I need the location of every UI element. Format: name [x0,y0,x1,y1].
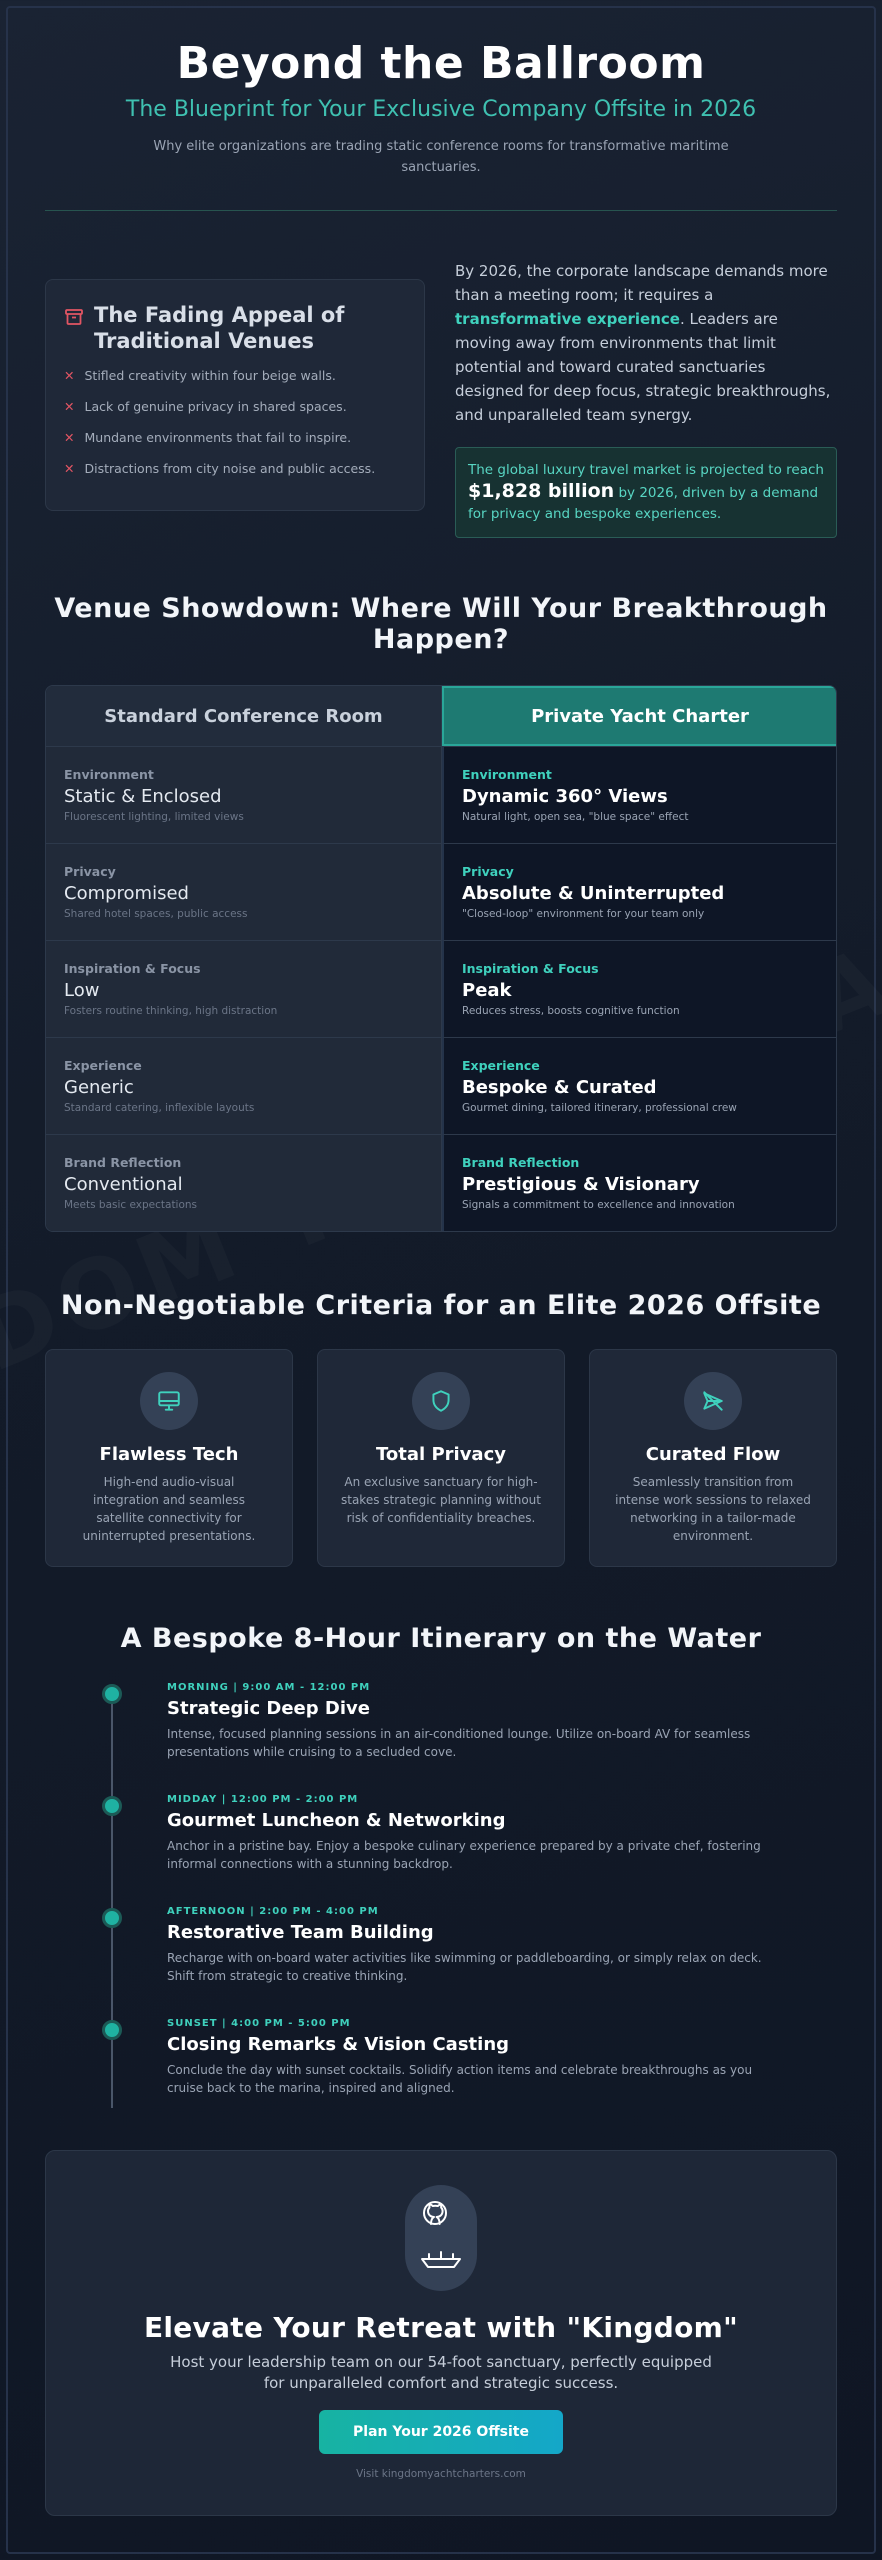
comparison-table [45,685,837,1232]
intro-section [45,259,837,538]
timeline-time: AFTERNOON | 2:00 PM - 4:00 PM [167,1906,379,1917]
list-item-text: Lack of genuine privacy in shared spaces. [84,399,347,414]
criteria-title: Non-Negotiable Criteria for an Elite 2026 Offsite [60,1290,822,1321]
page-description: Why elite organizations are trading static conference rooms for transformative maritime sanctuaries. [153,139,729,175]
criteria-card [589,1349,837,1567]
showdown-title: Venue Showdown: Where Will Your Breakthrough Happen? [54,593,828,655]
criteria-card-text: Seamlessly transition from intense work sessions to relaxed networking in a tailor-made environment. [615,1475,811,1543]
page-subtitle: The Blueprint for Your Exclusive Company Offsite in 2026 [125,97,757,122]
criteria-card-title: Flawless Tech [99,1444,239,1465]
timeline-title: Strategic Deep Dive [167,1698,370,1719]
table-cell-yacht: Experience Bespoke & Curated Gourmet dining, tailored itinerary, professional crew [442,1037,837,1134]
table-cell-standard: Brand Reflection Conventional Meets basic expectations [46,1134,442,1231]
timeline-time: MIDDAY | 12:00 PM - 2:00 PM [167,1794,359,1805]
table-header-standard: Standard Conference Room [46,686,442,746]
table-cell-standard: Experience Generic Standard catering, inflexible layouts [46,1037,442,1134]
website-link[interactable]: Visit kingdomyachtcharters.com [356,2468,526,2480]
criteria-card [45,1349,293,1567]
list-item [64,461,406,476]
timeline-text: Intense, focused planning sessions in an air-conditioned lounge. Utilize on-board AV for seamless presentations while cruising to a secluded cove. [167,1727,751,1759]
list-item [64,399,406,414]
cta-description: Host your leadership team on our 54-foot sanctuary, perfectly equipped for unparalleled comfort and strategic success. [170,2353,712,2392]
close-icon: ✕ [64,461,75,476]
fading-appeal-header [64,302,406,354]
list-item-text: Stifled creativity within four beige walls. [84,368,336,383]
monitor-icon [140,1372,198,1430]
intro-text-column [455,259,837,538]
table-cell-yacht: Privacy Absolute & Uninterrupted "Closed-loop" environment for your team only [442,843,837,940]
timeline-content [167,1906,767,1985]
itinerary-timeline [45,1684,837,2114]
criteria-cards [45,1349,837,1567]
market-stat-value: $1,828 billion [468,480,615,502]
criteria-card [317,1349,565,1567]
timeline-dot [102,2020,122,2040]
market-stat-box: The global luxury travel market is projected to reach $1,828 billion by 2026, driven by a demand for privacy and bespoke experiences. [455,447,837,538]
cta-badge [405,2185,477,2291]
timeline-dot [102,1908,122,1928]
timeline-title: Gourmet Luncheon & Networking [167,1810,506,1831]
table-header-yacht: Private Yacht Charter [442,686,837,746]
intro-paragraph: By 2026, the corporate landscape demands more than a meeting room; it requires a transformative experience. Leaders are moving away from environments that limit potential and toward curated sanctuaries designed for deep focus, strategic breakthroughs, and unparalleled team synergy. [455,262,831,424]
archive-box-icon [64,307,84,331]
close-icon: ✕ [64,399,75,414]
plan-offsite-button[interactable]: Plan Your 2026 Offsite [319,2410,563,2454]
send-icon [684,1372,742,1430]
timeline-time: SUNSET | 4:00 PM - 5:00 PM [167,2018,351,2029]
timeline-text: Recharge with on-board water activities like swimming or paddleboarding, or simply relax on deck. Shift from strategic to creative thinking. [167,1951,762,1983]
cta-title: Elevate Your Retreat with "Kingdom" [143,2311,739,2344]
list-item-text: Distractions from city noise and public access. [84,461,376,476]
table-cell-yacht: Brand Reflection Prestigious & Visionary Signals a commitment to excellence and innovation [442,1134,837,1231]
timeline-dot [102,1684,122,1704]
timeline-title: Closing Remarks & Vision Casting [167,2034,510,2055]
shield-icon [412,1372,470,1430]
fading-appeal-title: The Fading Appeal of Traditional Venues [94,303,345,353]
table-cell-standard: Privacy Compromised Shared hotel spaces, public access [46,843,442,940]
page-title: Beyond the Ballroom [176,38,706,89]
timeline-content [167,1682,767,1761]
timeline-line [111,1694,113,2108]
page-content [45,0,837,2480]
table-cell-standard: Environment Static & Enclosed Fluorescent lighting, limited views [46,746,442,843]
ship-icon [419,2251,463,2271]
timeline-title: Restorative Team Building [167,1922,434,1943]
fading-appeal-list [64,368,406,476]
timeline-dot [102,1796,122,1816]
list-item [64,430,406,445]
github-icon [405,2185,477,2291]
criteria-card-title: Curated Flow [645,1444,781,1465]
criteria-card-text: An exclusive sanctuary for high-stakes strategic planning without risk of confidentiality breaches. [341,1475,541,1525]
timeline-content [167,1794,767,1873]
list-item-text: Mundane environments that fail to inspire. [84,430,352,445]
criteria-card-text: High-end audio-visual integration and seamless satellite connectivity for uninterrupted presentations. [82,1475,256,1543]
close-icon: ✕ [64,368,75,383]
cta-section [45,2150,837,2516]
table-cell-yacht: Inspiration & Focus Peak Reduces stress, boosts cognitive function [442,940,837,1037]
list-item [64,368,406,383]
criteria-card-title: Total Privacy [376,1444,506,1465]
timeline-text: Anchor in a pristine bay. Enjoy a bespoke culinary experience prepared by a private chef, fostering informal connections with a stunning backdrop. [167,1839,761,1871]
close-icon: ✕ [64,430,75,445]
timeline-content [167,2018,767,2097]
timeline-time: MORNING | 9:00 AM - 12:00 PM [167,1682,371,1693]
table-cell-yacht: Environment Dynamic 360° Views Natural light, open sea, "blue space" effect [442,746,837,843]
table-cell-standard: Inspiration & Focus Low Fosters routine thinking, high distraction [46,940,442,1037]
timeline-text: Conclude the day with sunset cocktails. Solidify action items and celebrate breakthroughs as you cruise back to the marina, inspired and aligned. [167,2063,753,2095]
intro-highlight: transformative experience [455,310,680,328]
fading-appeal-card [45,279,425,511]
itinerary-title: A Bespoke 8-Hour Itinerary on the Water [120,1623,762,1654]
divider [45,210,837,211]
hero [45,0,837,211]
